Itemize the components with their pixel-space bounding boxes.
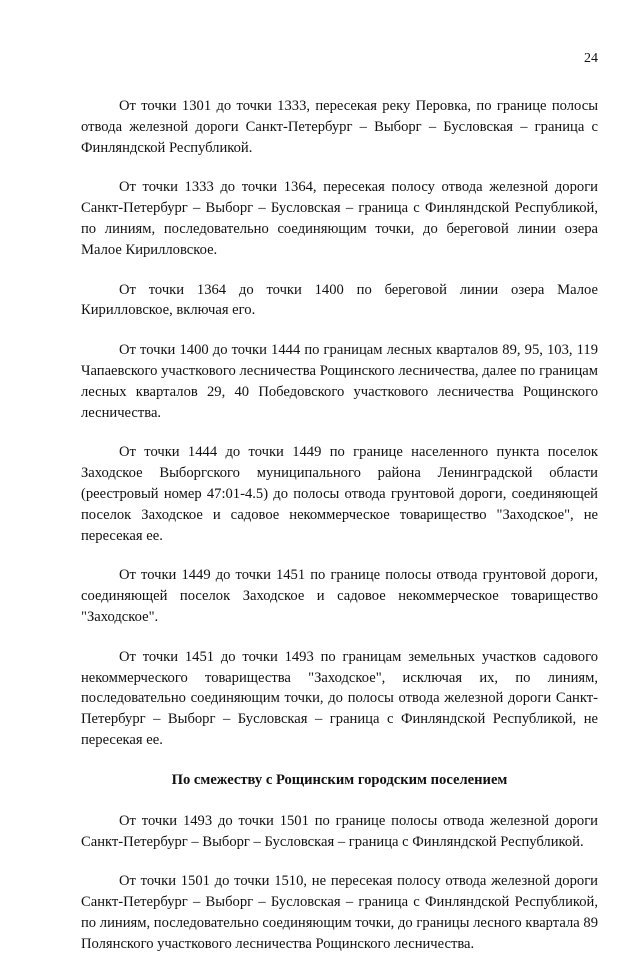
document-body [81,96,598,974]
paragraph-1451-1493: От точки 1451 до точки 1493 по границам земельных участков садового некоммерческого товарищества "Заходское", исключая их, по линиям, последовательно соединяющим точки, до полосы отвода железной дороги Санкт-Петербург – Выборг – Бусловская – граница с Финляндской Республикой, не пересекая ее. [81,648,598,748]
paragraph-1364-1400: От точки 1364 до точки 1400 по береговой линии озера Малое Кирилловское, включая его. [81,281,598,319]
paragraph-1501-1510: От точки 1501 до точки 1510, не пересекая полосу отвода железной дороги Санкт-Петербург – Выборг – Бусловская – граница с Финляндской Республикой, по линиям, последовательно соединяющим точки, до границы лесного квартала 89 Полянского участкового лесничества Рощинского лесничества. [81,873,598,952]
paragraph-1449-1451: От точки 1449 до точки 1451 по границе полосы отвода грунтовой дороги, соединяющей поселок Заходское и садовое некоммерческое товарищество "Заходское". [81,567,598,625]
paragraph-1301-1333: От точки 1301 до точки 1333, пересекая реку Перовка, по границе полосы отвода железной дороги Санкт-Петербург – Выборг – Бусловская – граница с Финляндской Республикой. [81,98,598,156]
paragraph-1493-1501: От точки 1493 до точки 1501 по границе полосы отвода железной дороги Санкт-Петербург – Выборг – Бусловская – граница с Финляндской Республикой. [81,812,598,850]
paragraph-1444-1449: От точки 1444 до точки 1449 по границе населенного пункта поселок Заходское Выборгского муниципального района Ленинградской области (реестровый номер 47:01-4.5) до полосы отвода грунтовой дороги, соединяющей поселок Заходское и садовое некоммерческое товарищество "Заходское", не пересекая ее. [81,444,598,544]
paragraph-1400-1444: От точки 1400 до точки 1444 по границам лесных кварталов 89, 95, 103, 119 Чапаевского участкового лесничества Рощинского лесничества, далее по границам лесных кварталов 29, 40 Победовского участкового лесничества Рощинского лесничества. [81,342,598,421]
section-heading: По смежеству с Рощинским городским поселением [171,771,508,788]
paragraph-1333-1364: От точки 1333 до точки 1364, пересекая полосу отвода железной дороги Санкт-Петербург – Выборг – Бусловская – граница с Финляндской Республикой, по линиям, последовательно соединяющим точки, до береговой линии озера Малое Кирилловское. [81,179,598,258]
page-number: 24 [584,51,598,66]
